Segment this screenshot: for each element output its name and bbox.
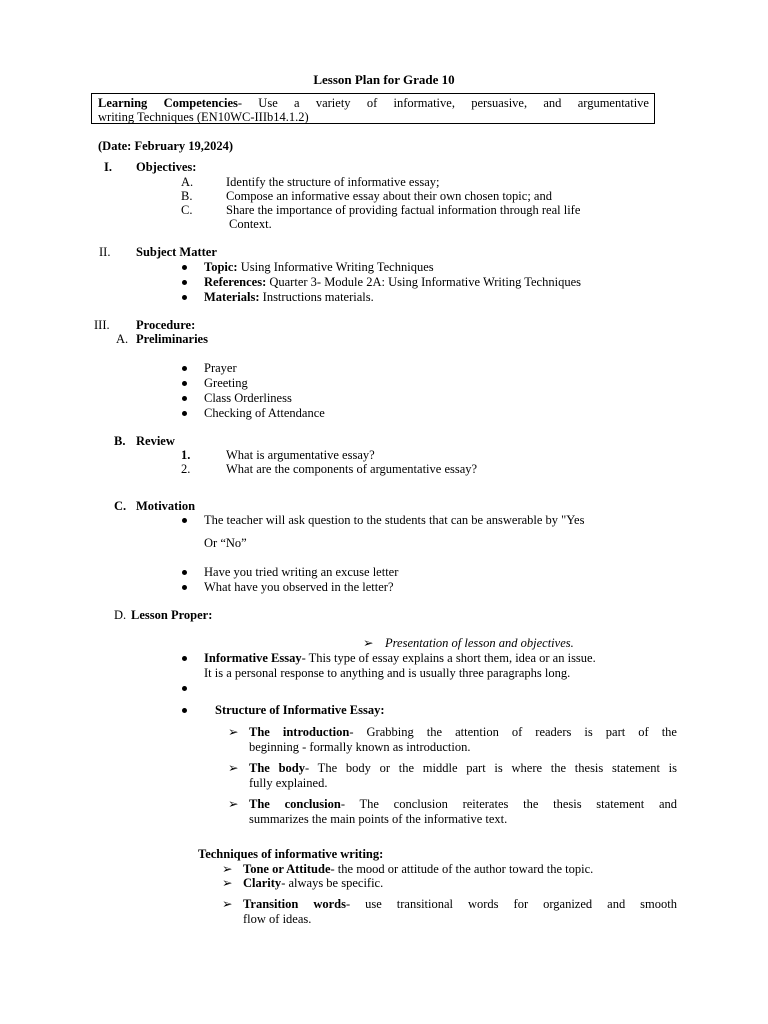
motivation-intro: The teacher will ask question to the students that can be answerable by "Yes xyxy=(204,513,585,527)
preliminary-item: Class Orderliness xyxy=(204,391,292,405)
review-letter: B. xyxy=(114,434,126,448)
objective-letter: B. xyxy=(181,189,193,203)
objective-text: Compose an informative essay about their own chosen topic; and xyxy=(226,189,552,203)
lesson-proper-letter: D. xyxy=(114,608,127,622)
arrow-bullet: ➢ xyxy=(222,862,233,876)
preliminary-item: Checking of Attendance xyxy=(204,406,325,420)
review-number: 1. xyxy=(181,448,191,462)
structure-heading: Structure of Informative Essay: xyxy=(215,703,385,717)
technique-transition: Transition words- use transitional words for organized and smooth flow of ideas. xyxy=(243,897,677,926)
preliminary-item: Prayer xyxy=(204,361,237,375)
structure-item-introduction: The introduction- Grabbing the attention of readers is part of the beginning - formally known as introduction. xyxy=(249,725,677,754)
technique-clarity: Clarity- always be specific. xyxy=(243,876,384,890)
lesson-date: (Date: February 19,2024) xyxy=(98,139,234,153)
motivation-question: Have you tried writing an excuse letter xyxy=(204,565,399,579)
review-number: 2. xyxy=(181,462,191,476)
arrow-bullet: ➢ xyxy=(228,797,239,811)
learning-competencies-box xyxy=(91,93,655,124)
motivation-letter: C. xyxy=(114,499,127,513)
competencies-label: Learning Competencies xyxy=(98,96,238,110)
procedure-numeral: III. xyxy=(94,318,110,332)
structure-item-body: The body- The body or the middle part is where the thesis statement is fully explained. xyxy=(249,761,678,790)
objective-letter: C. xyxy=(181,203,193,217)
procedure-heading: Procedure: xyxy=(136,318,196,332)
technique-tone: Tone or Attitude- the mood or attitude of the author toward the topic. xyxy=(243,862,594,876)
objectives-heading: Objectives: xyxy=(136,160,197,174)
subject-item: Topic: Using Informative Writing Techniques xyxy=(204,260,434,274)
review-heading: Review xyxy=(136,434,175,448)
competencies-text-line1: - Use a variety of informative, persuasive, and argumentative xyxy=(237,96,649,110)
document-title: Lesson Plan for Grade 10 xyxy=(313,72,455,87)
subject-item: References: Quarter 3- Module 2A: Using Informative Writing Techniques xyxy=(204,275,581,289)
lesson-proper-heading: Lesson Proper: xyxy=(131,608,213,622)
competencies-text-line2: writing Techniques (EN10WC-IIIb14.1.2) xyxy=(98,110,309,124)
subject-item: Materials: Instructions materials. xyxy=(204,290,374,304)
motivation-intro-continuation: Or “No” xyxy=(204,536,247,550)
review-question: What is argumentative essay? xyxy=(226,448,375,462)
arrow-bullet: ➢ xyxy=(222,876,233,890)
objectives-numeral: I. xyxy=(104,160,112,174)
preliminaries-letter: A. xyxy=(116,332,129,346)
subject-matter-heading: Subject Matter xyxy=(136,245,217,259)
arrow-bullet: ➢ xyxy=(228,761,239,775)
informative-essay-definition-line2: It is a personal response to anything and is usually three paragraphs long. xyxy=(204,666,571,680)
arrow-bullet: ➢ xyxy=(228,725,239,739)
presentation-text: Presentation of lesson and objectives. xyxy=(385,636,574,650)
subject-matter-numeral: II. xyxy=(99,245,111,259)
objective-text: Identify the structure of informative essay; xyxy=(226,175,440,189)
arrow-bullet: ➢ xyxy=(222,897,233,911)
motivation-question: What have you observed in the letter? xyxy=(204,580,394,594)
review-question: What are the components of argumentative essay? xyxy=(226,462,478,476)
motivation-heading: Motivation xyxy=(136,499,196,513)
objective-text: Share the importance of providing factual information through real life xyxy=(226,203,581,217)
preliminaries-heading: Preliminaries xyxy=(136,332,208,346)
techniques-heading: Techniques of informative writing: xyxy=(198,847,384,861)
informative-essay-definition: Informative Essay- This type of essay explains a short them, idea or an issue. xyxy=(204,651,596,665)
objective-letter: A. xyxy=(181,175,194,189)
objective-continuation: Context. xyxy=(229,217,272,231)
preliminary-item: Greeting xyxy=(204,376,248,390)
structure-item-conclusion: The conclusion- The conclusion reiterates the thesis statement and summarizes the main points of the informative text. xyxy=(249,797,677,826)
presentation-arrow: ➢ xyxy=(363,636,374,650)
